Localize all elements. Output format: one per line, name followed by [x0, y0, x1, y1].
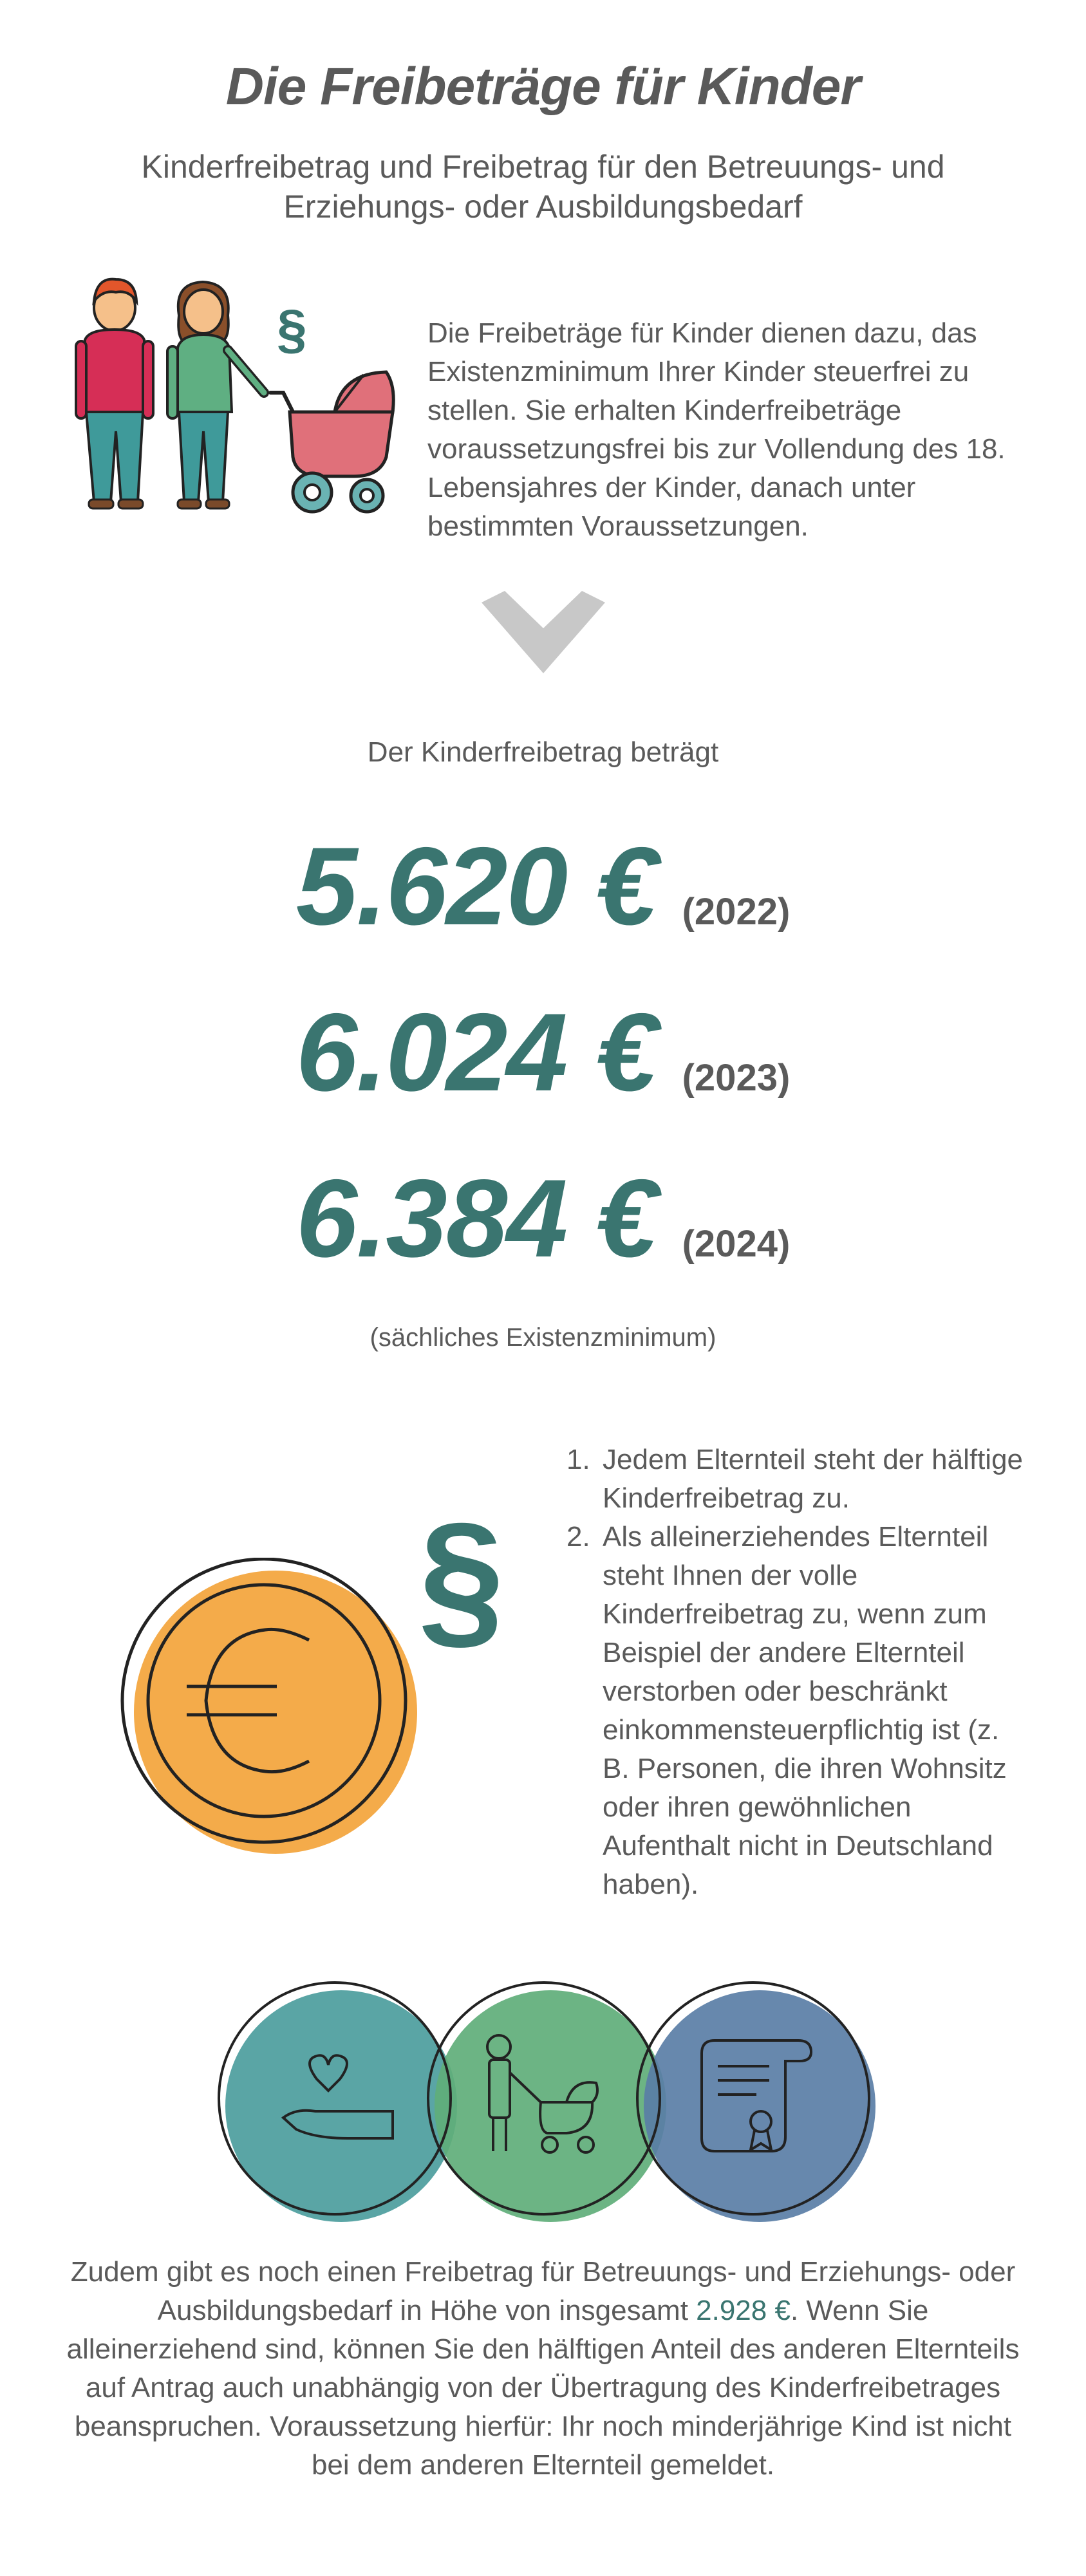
chevron-down-icon [482, 591, 605, 673]
rules-list [566, 1441, 1030, 1904]
bottom-text-after: . Wenn Sie alleinerziehend sind, können Sie den hälftigen Anteil des anderen Elternteils auf Antrag auch unabhängig von der Übertragung des Kinderfreibetrages beanspruchen. Voraussetzung hierfür: Ihr noch minderjährige Kind ist nicht bei dem anderen Elternteil gemeldet. [66, 2295, 1020, 2481]
amount-note: (sächliches Existenzminimum) [370, 1323, 716, 1352]
amount-value: 6.024 € [295, 991, 657, 1114]
list-item-text: Als alleinerziehendes Elternteil steht Ihnen der volle Kinderfreibetrag zu, wenn zum Beispiel der andere Elternteil verstorben oder beschränkt einkommensteuerpflichtig ist (z. B. Personen, die ihren Wohnsitz oder ihren gewöhnlichen Aufenthalt nicht in Deutschland haben). [603, 1521, 1007, 1900]
bottom-text [64, 2253, 1022, 2485]
page-subtitle [77, 147, 1009, 227]
amount-row-2024 [0, 1155, 1086, 1283]
stroller-icon [257, 360, 412, 515]
amount-year: (2022) [682, 891, 791, 933]
amount-row-2022 [0, 823, 1086, 951]
amount-year: (2024) [682, 1223, 791, 1265]
paragraph-icon-large: § [418, 1491, 505, 1663]
list-item-number: 1. [566, 1444, 590, 1475]
amount-value: 6.384 € [295, 1157, 657, 1280]
amount-value: 5.620 € [295, 825, 657, 948]
euro-coin-icon [116, 1558, 425, 1867]
subtitle-line-1: Kinderfreibetrag und Freibetrag für den Betreuungs- und [141, 149, 945, 185]
highlight-amount: 2.928 € [696, 2295, 791, 2326]
man-figure [76, 279, 153, 509]
page-title: Die Freibeträge für Kinder [225, 57, 861, 116]
woman-figure [167, 282, 264, 509]
list-item-number: 2. [566, 1521, 590, 1553]
list-item [566, 1518, 1030, 1904]
subtitle-line-2: Erziehungs- oder Ausbildungsbedarf [283, 189, 803, 225]
paragraph-icon: § [277, 299, 307, 359]
three-circles-illustration [206, 1976, 888, 2234]
bottom-text-before: Zudem gibt es noch einen Freibetrag für Betreuungs- und Erziehungs- oder Ausbildungsbedarf in Höhe von insgesamt [70, 2256, 1016, 2326]
list-item-text: Jedem Elternteil steht der hälftige Kinderfreibetrag zu. [603, 1444, 1024, 1514]
intro-text: Die Freibeträge für Kinder dienen dazu, das Existenzminimum Ihrer Kinder steuerfrei zu stellen. Sie erhalten Kinderfreibeträge voraussetzungsfrei bis zur Vollendung des 18. Lebensjahres der Kinder, danach unter bestimmten Voraussetzungen. [427, 317, 1006, 542]
amount-label: Der Kinderfreibetrag beträgt [367, 736, 719, 768]
list-item [566, 1441, 1030, 1518]
amount-year: (2023) [682, 1057, 791, 1099]
amount-row-2023 [0, 989, 1086, 1117]
